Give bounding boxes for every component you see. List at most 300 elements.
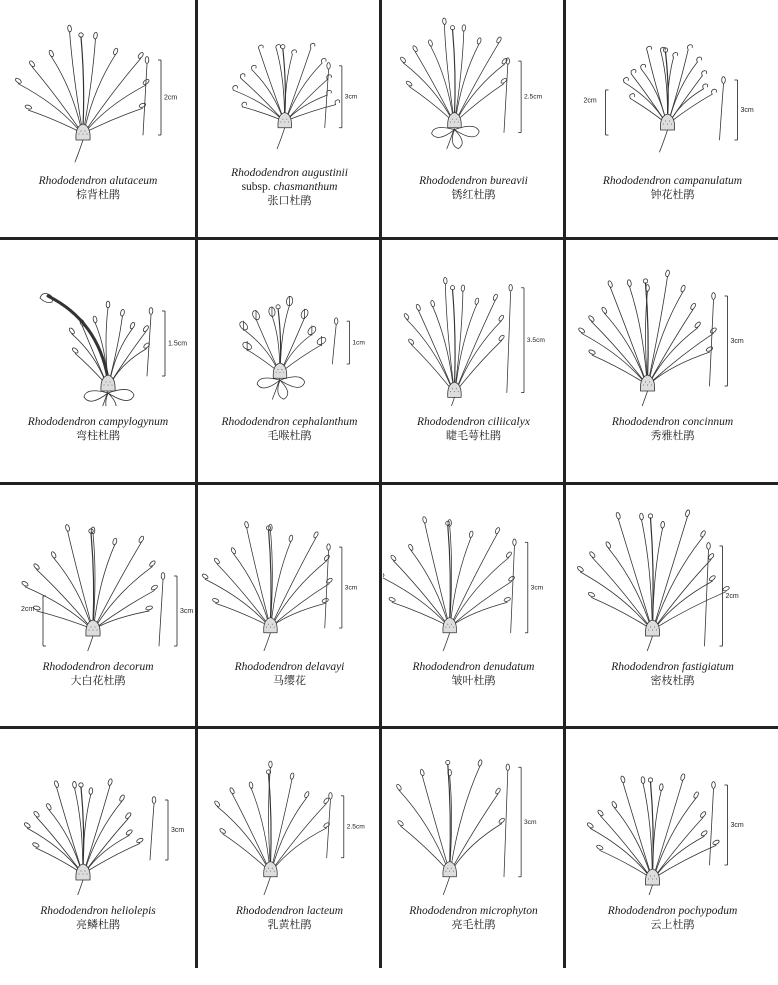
ovary-stipple xyxy=(648,879,649,880)
subspecies-prefix: subsp. xyxy=(241,181,271,193)
anther xyxy=(233,85,238,90)
anther xyxy=(680,285,686,293)
scale-bar xyxy=(725,296,728,386)
style xyxy=(448,525,451,621)
anther xyxy=(242,102,247,107)
stamen-filament xyxy=(401,826,447,869)
anther xyxy=(641,64,646,69)
ovary xyxy=(101,375,115,391)
anther xyxy=(129,322,135,330)
ovary-stipple xyxy=(280,122,281,123)
anther xyxy=(33,810,40,817)
anther xyxy=(276,44,281,49)
anther xyxy=(588,591,596,597)
detached-anther xyxy=(506,764,509,770)
scale-label: 3cm xyxy=(730,338,744,345)
stamen-filament xyxy=(243,107,282,120)
chinese-name: 亮毛杜鹃 xyxy=(451,918,496,931)
anther xyxy=(219,828,226,835)
species-cell xyxy=(0,241,196,483)
species-caption xyxy=(199,660,380,688)
stamen-illustration xyxy=(383,730,564,895)
anther xyxy=(498,334,505,341)
species-cell xyxy=(199,730,380,968)
stamen-filament xyxy=(85,85,146,132)
ovary-stipple xyxy=(649,382,650,383)
anther xyxy=(72,781,76,788)
ovary-stipple xyxy=(452,119,453,120)
anther xyxy=(722,586,730,592)
species-caption xyxy=(0,660,196,688)
species-caption xyxy=(567,904,778,932)
ovary-stipple xyxy=(652,879,653,880)
stamen-filament xyxy=(457,84,504,120)
stamen-filament xyxy=(600,850,650,877)
latin-name: Rhododendron microphyton xyxy=(409,905,538,917)
species-caption xyxy=(383,660,564,688)
ovary-stipple xyxy=(669,121,670,122)
ovary-stipple xyxy=(85,131,86,132)
anther xyxy=(461,285,465,292)
stamen-filament xyxy=(83,794,91,872)
scale-label: 2cm xyxy=(725,593,739,600)
chinese-name: 毛喉杜鹃 xyxy=(267,429,312,442)
stamen-filament xyxy=(632,74,666,122)
stamen-filament xyxy=(392,602,447,625)
stamen-filament xyxy=(601,816,651,877)
detached-anther xyxy=(327,544,330,550)
ovary-stipple xyxy=(288,122,289,123)
anther xyxy=(400,56,407,63)
stamen-illustration xyxy=(199,486,380,651)
latin-name: Rhododendron delavayi xyxy=(234,661,345,673)
detached-stamen xyxy=(150,804,154,860)
species-caption xyxy=(0,174,196,202)
chinese-name: 睫毛萼杜鹃 xyxy=(446,429,501,442)
anther xyxy=(577,566,585,573)
pedicel xyxy=(442,633,450,651)
stamen-filament xyxy=(455,44,479,120)
anther xyxy=(397,820,404,827)
stamen-filament xyxy=(96,611,149,628)
stamen-filament xyxy=(399,790,448,869)
subspecies-line xyxy=(199,180,380,194)
anther xyxy=(710,327,718,334)
anther xyxy=(605,541,611,549)
anther xyxy=(396,784,402,791)
chinese-name: 乳黄杜鹃 xyxy=(267,918,312,931)
stamen-filament xyxy=(655,581,712,628)
anther xyxy=(120,309,125,316)
anther xyxy=(495,787,501,794)
anther xyxy=(508,575,515,581)
anther xyxy=(106,301,110,308)
anther xyxy=(214,800,221,807)
stamen-filament xyxy=(85,835,129,872)
stamen-filament xyxy=(592,558,650,628)
latin-name: Rhododendron alutaceum xyxy=(38,175,158,187)
grid-divider-vertical xyxy=(379,0,382,968)
detached-anther xyxy=(509,285,512,291)
species-cell xyxy=(0,486,196,727)
scale-label: 3cm xyxy=(171,827,185,834)
anther xyxy=(505,551,512,558)
detached-anther xyxy=(513,539,516,545)
latin-name: Rhododendron pochypodum xyxy=(607,905,738,917)
anther xyxy=(630,94,635,99)
ovary-stipple xyxy=(268,624,269,625)
stamen-filament xyxy=(216,603,268,625)
ovary xyxy=(645,869,659,885)
stamen-filament xyxy=(70,32,83,132)
anther xyxy=(136,837,144,843)
detached-anther xyxy=(145,57,149,64)
chinese-name: 锈红杜鹃 xyxy=(451,188,496,201)
scale-label: 3cm xyxy=(180,608,194,615)
stamen-filament xyxy=(74,788,82,872)
ovary-stipple xyxy=(270,871,271,872)
stamen-filament xyxy=(285,55,292,121)
species-caption xyxy=(199,166,380,208)
detached-stamen xyxy=(504,771,508,877)
stamen-filament xyxy=(94,545,115,628)
anther xyxy=(500,78,507,85)
chinese-name: 亮鳞杜鹃 xyxy=(76,918,120,931)
latin-name: Rhododendron augustinii xyxy=(231,167,348,179)
ovary-stipple xyxy=(651,385,652,386)
ovary-stipple xyxy=(284,122,285,123)
stamen-filament xyxy=(457,321,502,390)
stamen-filament xyxy=(451,766,480,869)
ovary-stipple xyxy=(654,627,655,628)
ovary-stipple xyxy=(450,391,451,392)
stamen-filament xyxy=(111,349,147,383)
scale-label: 3cm xyxy=(740,107,754,114)
stamen-filament xyxy=(453,824,502,870)
stamen-filament xyxy=(276,49,284,120)
anther xyxy=(327,75,332,80)
detached-stamen xyxy=(159,580,163,646)
chinese-name: 皱叶杜鹃 xyxy=(451,674,496,687)
detached-anther xyxy=(327,63,330,69)
anther xyxy=(28,60,35,68)
anther xyxy=(259,45,264,50)
ovary-stipple xyxy=(665,121,666,122)
anther xyxy=(712,839,720,845)
stamen-illustration xyxy=(0,241,196,406)
anther xyxy=(93,32,97,39)
anther xyxy=(596,844,604,850)
latin-name: Rhododendron lacteum xyxy=(235,905,344,917)
stamen-filament xyxy=(591,598,649,628)
pedicel xyxy=(447,397,455,406)
latin-name: Rhododendron concinnum xyxy=(611,416,734,428)
stamen-filament xyxy=(273,603,325,625)
scale-bar xyxy=(339,547,342,628)
detached-anther xyxy=(722,77,726,84)
ovary-stipple xyxy=(456,388,457,389)
stamen-filament xyxy=(259,50,284,120)
stamen-filament xyxy=(393,561,448,625)
stamen-filament xyxy=(406,319,452,389)
anther xyxy=(313,531,319,538)
ovary xyxy=(278,113,292,128)
species-cell xyxy=(567,486,778,727)
anther xyxy=(229,787,235,794)
chinese-name: 秀雅杜鹃 xyxy=(650,429,695,442)
anther xyxy=(412,45,418,52)
anther xyxy=(586,822,594,829)
style xyxy=(81,37,84,128)
ovary-stipple xyxy=(106,382,107,383)
detached-anther xyxy=(161,573,165,580)
ovary-stipple xyxy=(272,868,273,869)
species-caption xyxy=(199,415,380,443)
species-caption xyxy=(383,904,564,932)
calyx-lobe xyxy=(278,380,288,399)
detached-anther xyxy=(329,793,332,799)
stamen-filament xyxy=(455,304,476,390)
stamen-filament xyxy=(624,82,665,122)
chinese-name: 密枝杜鹃 xyxy=(650,674,695,687)
anther xyxy=(631,69,636,74)
pedicel xyxy=(660,130,668,152)
anther xyxy=(659,784,663,791)
ovary-stipple xyxy=(91,627,92,628)
ovary-stipple xyxy=(654,876,655,877)
ovary-stipple xyxy=(278,369,279,370)
stamen-filament xyxy=(444,24,454,120)
detached-stamen xyxy=(504,65,508,133)
stamen-filament xyxy=(232,794,269,870)
grid-divider-horizontal xyxy=(0,726,778,729)
scale-label: 3cm xyxy=(344,93,358,101)
anther xyxy=(673,52,678,57)
ovary-stipple xyxy=(282,119,283,120)
detached-stamen xyxy=(147,315,151,376)
scale-bar xyxy=(158,60,161,135)
scale-label: 3cm xyxy=(530,584,544,592)
ovary-stipple xyxy=(645,382,646,383)
species-caption xyxy=(567,415,778,443)
anther xyxy=(310,43,315,48)
scale-bar xyxy=(720,546,723,646)
species-cell xyxy=(383,241,564,483)
species-caption xyxy=(0,415,196,443)
ovary-stipple xyxy=(656,879,657,880)
ovary-stipple xyxy=(274,871,275,872)
species-cell xyxy=(383,0,564,238)
anther xyxy=(202,573,209,579)
ovary-stipple xyxy=(456,119,457,120)
stamen-filament xyxy=(273,804,327,870)
anther xyxy=(641,777,645,784)
scale-bar xyxy=(165,800,168,860)
anther xyxy=(151,584,159,591)
chinese-name: 云上杜鹃 xyxy=(650,918,695,931)
scale-bar xyxy=(347,321,350,364)
anther xyxy=(442,18,446,25)
ovary-stipple xyxy=(112,385,113,386)
stamen-illustration xyxy=(383,486,564,651)
species-cell xyxy=(383,486,564,727)
stamen-filament xyxy=(85,58,141,132)
stamen-filament xyxy=(654,559,711,628)
stamen-filament xyxy=(630,99,664,122)
detached-anther xyxy=(712,782,716,789)
anther xyxy=(498,314,505,321)
ovary-stipple xyxy=(110,382,111,383)
ovary-stipple xyxy=(450,122,451,123)
anther xyxy=(390,554,397,561)
ovary-stipple xyxy=(445,871,446,872)
ovary-stipple xyxy=(449,627,450,628)
anther xyxy=(125,812,132,819)
pedicel xyxy=(75,880,83,895)
anther xyxy=(690,303,697,311)
stamen-filament xyxy=(430,46,453,120)
stamen-filament xyxy=(233,554,269,626)
chinese-name: 钟花杜鹃 xyxy=(650,188,695,201)
scale-bar xyxy=(162,311,165,376)
anther xyxy=(702,71,707,76)
chinese-name: 棕背杜鹃 xyxy=(76,188,120,201)
anther xyxy=(687,45,692,50)
species-cell xyxy=(567,241,778,483)
scale-bar xyxy=(341,796,344,858)
pedicel xyxy=(645,885,653,895)
stamen-filament xyxy=(650,328,698,383)
detached-stamen xyxy=(332,325,336,364)
anther xyxy=(624,77,629,82)
species-caption xyxy=(383,415,564,443)
detached-stamen xyxy=(720,84,724,140)
stamen-filament xyxy=(282,334,312,370)
species-caption xyxy=(383,174,564,202)
scale-bar xyxy=(518,767,521,877)
anther xyxy=(607,280,613,288)
pedicel xyxy=(263,877,271,895)
scale-bar xyxy=(518,61,521,132)
anther xyxy=(15,77,23,84)
pedicel xyxy=(442,877,450,895)
stamen-filament xyxy=(590,828,650,877)
stamen-filament xyxy=(37,817,82,872)
latin-name: Rhododendron campanulatum xyxy=(602,175,743,187)
detached-stamen xyxy=(511,546,515,633)
anther xyxy=(693,791,699,799)
species-caption xyxy=(199,904,380,932)
ovary-stipple xyxy=(79,874,80,875)
anther xyxy=(700,830,708,837)
ovary-stipple xyxy=(85,871,86,872)
latin-name: Rhododendron cephalanthum xyxy=(221,416,358,428)
calyx-lobe xyxy=(84,391,108,401)
anther xyxy=(138,535,145,543)
ovary-stipple xyxy=(97,630,98,631)
anther xyxy=(700,530,706,538)
stamen-filament xyxy=(37,611,90,628)
species-cell xyxy=(0,0,196,238)
anther xyxy=(700,811,707,818)
grid-divider-vertical xyxy=(563,0,566,968)
style xyxy=(91,533,94,624)
detached-stamen xyxy=(710,300,714,386)
grid-divider-horizontal xyxy=(0,237,778,240)
ovary-stipple xyxy=(458,391,459,392)
scale-bar xyxy=(725,785,728,865)
stamen-filament xyxy=(425,523,449,625)
detached-stamen xyxy=(327,800,331,858)
stamen-filament xyxy=(457,341,501,390)
detached-anther xyxy=(152,797,156,804)
anther xyxy=(48,50,54,58)
ovary-stipple xyxy=(268,868,269,869)
anther xyxy=(125,829,133,836)
detached-anther xyxy=(712,293,716,300)
detached-anther xyxy=(707,543,711,550)
ovary xyxy=(660,114,674,130)
pedicel xyxy=(640,391,648,406)
stamen-illustration xyxy=(567,0,778,165)
anther xyxy=(46,803,52,811)
anther xyxy=(403,313,410,320)
ovary-stipple xyxy=(83,874,84,875)
anther xyxy=(323,554,330,561)
ovary-stipple xyxy=(81,131,82,132)
style xyxy=(269,530,272,621)
stamen-filament xyxy=(422,775,449,869)
ovary xyxy=(645,620,659,636)
stamen-filament xyxy=(27,828,80,872)
anther xyxy=(145,605,153,610)
ovary-stipple xyxy=(89,630,90,631)
anther xyxy=(408,338,415,345)
ovary-stipple xyxy=(663,124,664,125)
ovary-stipple xyxy=(274,627,275,628)
stamen-filament xyxy=(86,843,140,872)
stamen-filament xyxy=(272,561,327,626)
anther xyxy=(33,563,40,570)
scale-bar-secondary xyxy=(606,90,609,135)
anther xyxy=(665,270,670,277)
chinese-name: 张口杜鹃 xyxy=(267,194,312,207)
anther xyxy=(492,294,498,301)
anther xyxy=(708,575,716,582)
latin-name: Rhododendron denudatum xyxy=(412,661,535,673)
stamen-filament xyxy=(592,355,644,383)
stamen-filament xyxy=(604,313,646,383)
anther xyxy=(113,48,119,56)
scale-label: 2cm xyxy=(164,94,178,102)
ovary-stipple xyxy=(266,627,267,628)
stamen-filament xyxy=(411,345,451,390)
ovary-stipple xyxy=(445,627,446,628)
ovary-stipple xyxy=(449,871,450,872)
anther xyxy=(443,277,447,284)
pedicel xyxy=(100,391,108,406)
anther xyxy=(50,551,57,559)
ovary-stipple xyxy=(272,624,273,625)
anther xyxy=(322,598,329,603)
ovary-stipple xyxy=(458,122,459,123)
detached-anther xyxy=(334,318,337,324)
anther xyxy=(578,327,586,334)
stamen-filament xyxy=(36,848,80,872)
anther xyxy=(494,527,500,534)
species-cell xyxy=(199,241,380,483)
latin-name: Rhododendron heliolepis xyxy=(40,905,156,917)
